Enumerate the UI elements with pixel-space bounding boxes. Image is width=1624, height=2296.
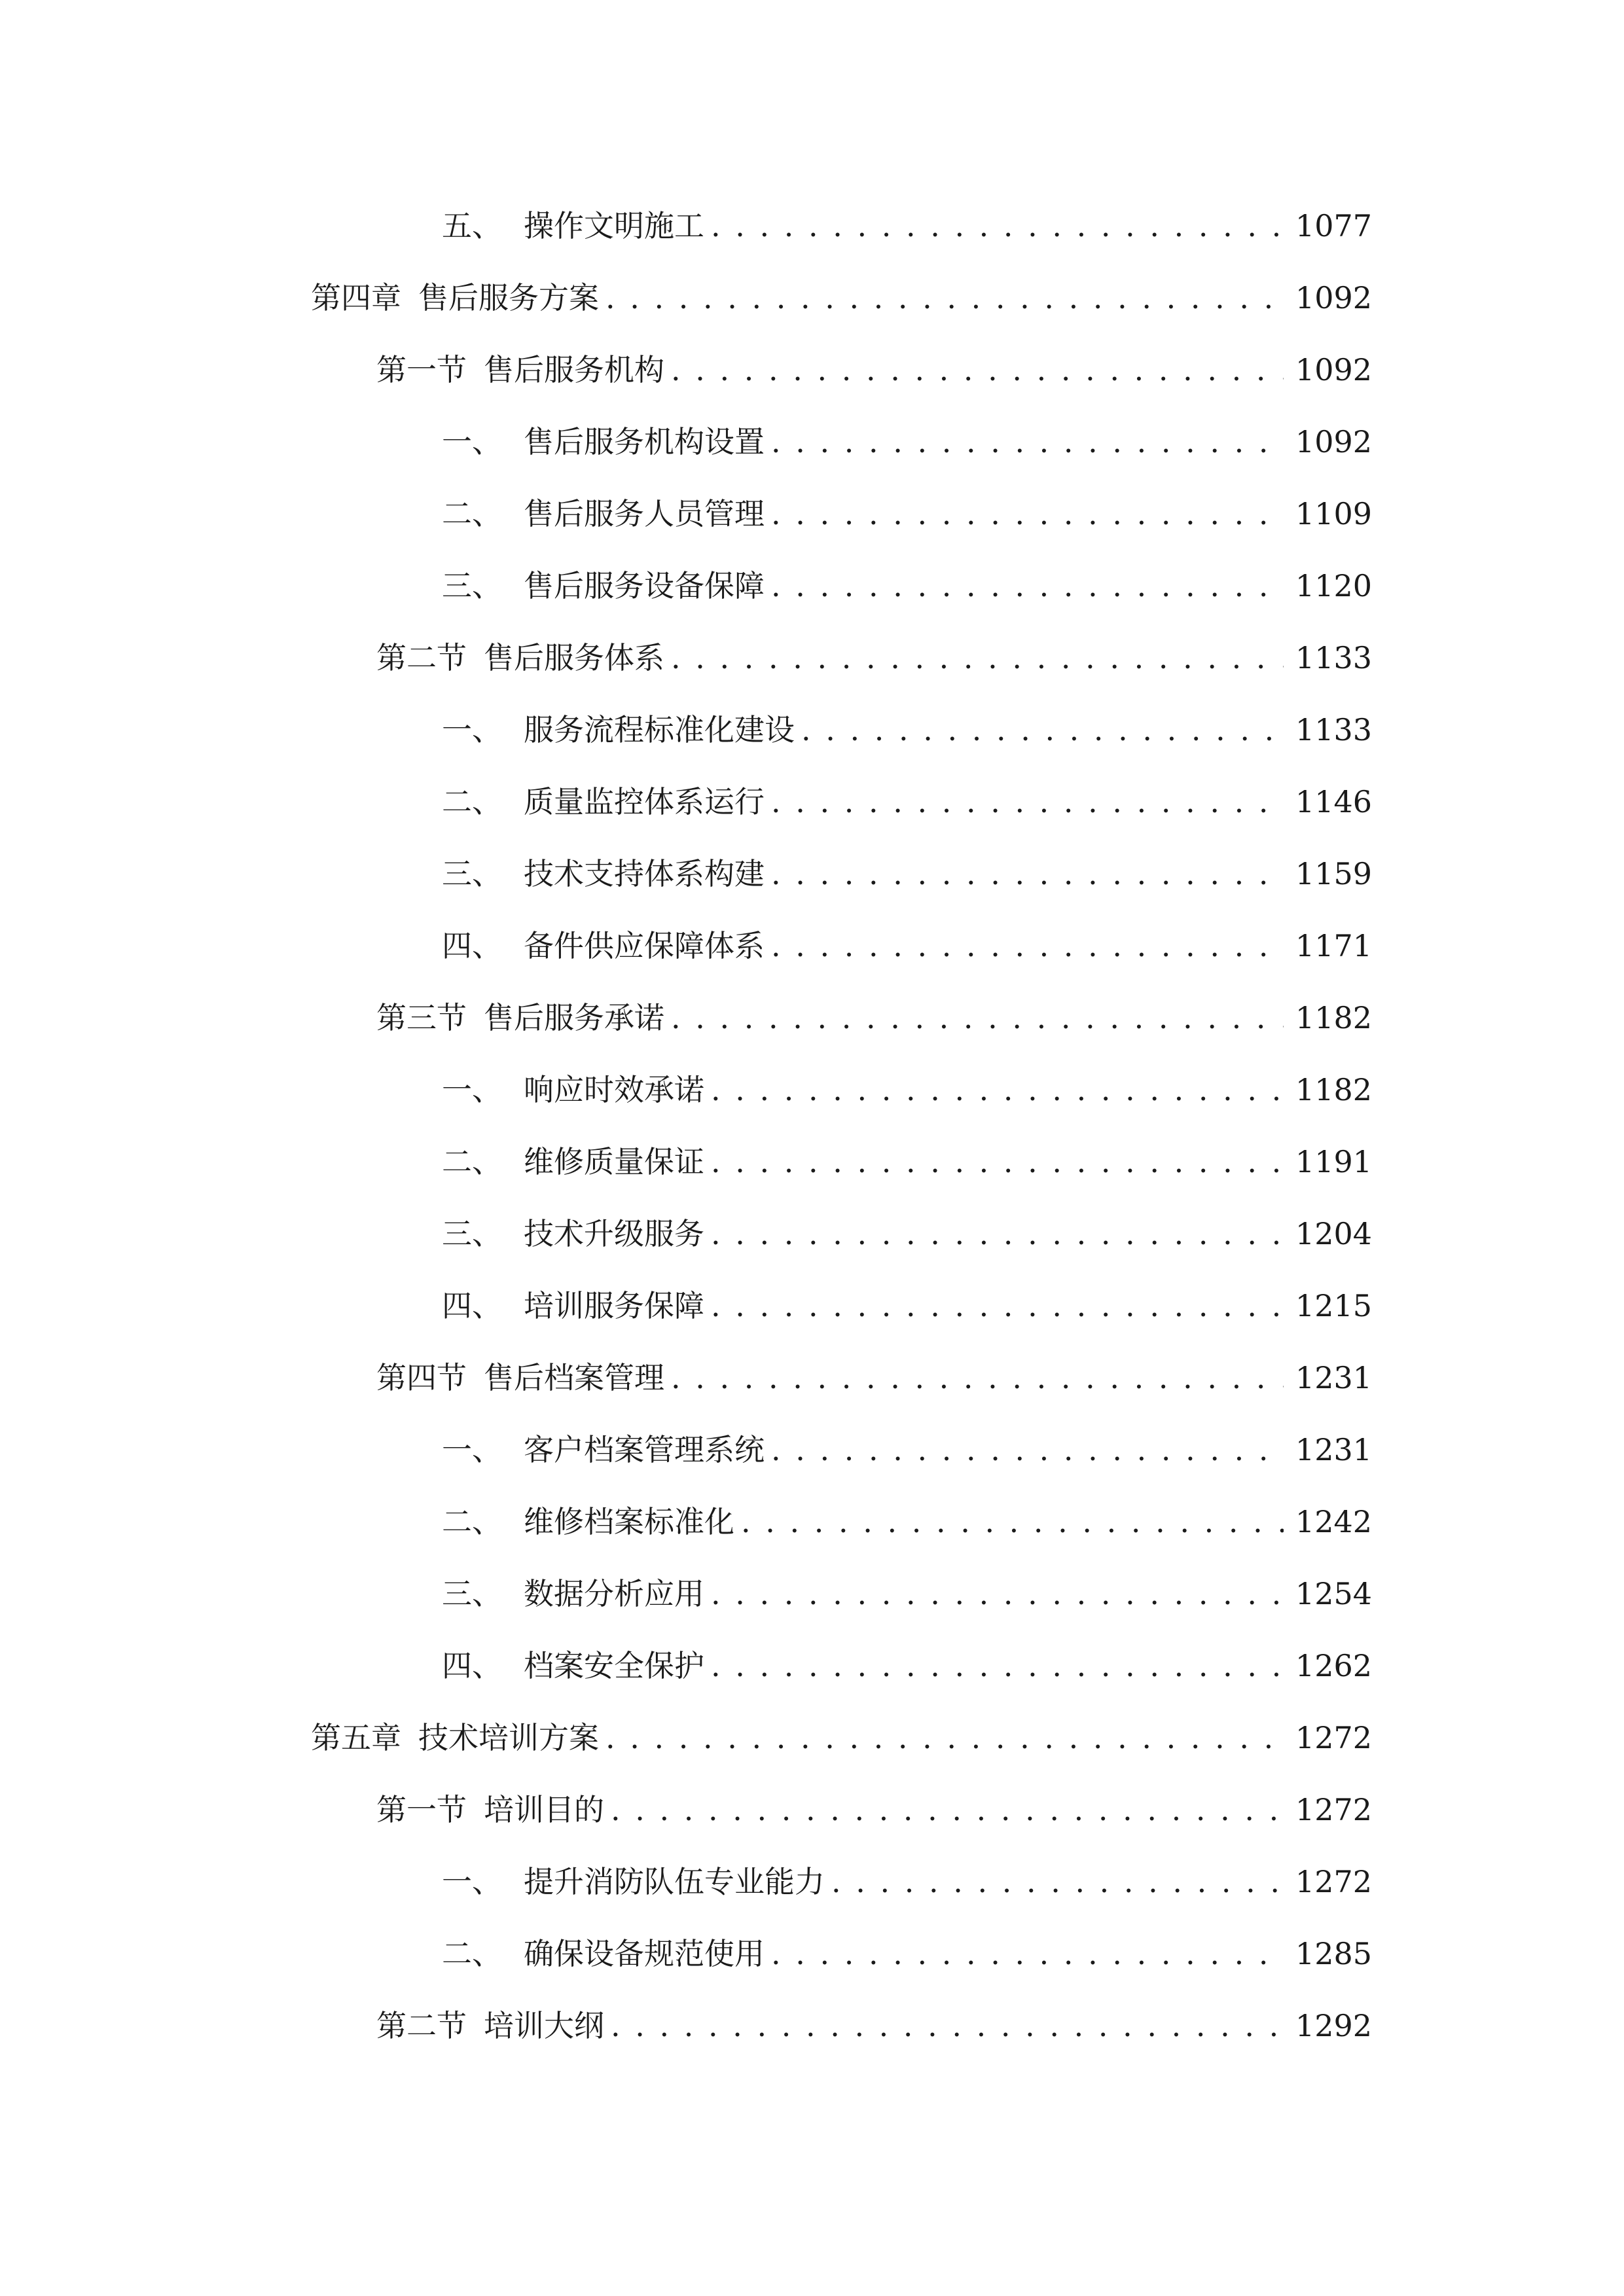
toc-entry-title: 响应时效承诺: [524, 1072, 704, 1107]
toc-entry-title: 数据分析应用: [524, 1576, 704, 1611]
toc-entry[interactable]: [376, 2003, 1372, 2049]
toc-dot-leader: [771, 1427, 1284, 1473]
toc-dot-leader: [831, 1859, 1284, 1905]
toc-entry-title: 售后服务人员管理: [524, 496, 765, 531]
toc-dot-leader: [671, 347, 1284, 393]
toc-entry[interactable]: [442, 419, 1372, 465]
toc-entry-page: 1182: [1295, 1000, 1372, 1035]
toc-entry[interactable]: [442, 491, 1372, 537]
toc-entry-number: 第三节: [376, 1000, 467, 1035]
toc-entry-title: 质量监控体系运行: [524, 784, 765, 819]
toc-entry-title: 确保设备规范使用: [524, 1936, 765, 1971]
toc-entry-title: 备件供应保障体系: [524, 928, 765, 963]
toc-entry-page: 1272: [1295, 1864, 1372, 1899]
toc-entry-number: 四、: [442, 1288, 502, 1323]
toc-entry-title: 售后服务设备保障: [524, 568, 765, 603]
toc-dot-leader: [711, 1067, 1284, 1113]
toc-entry-page: 1133: [1295, 640, 1372, 675]
toc-entry[interactable]: [442, 1427, 1372, 1473]
toc-dot-leader: [671, 995, 1284, 1041]
toc-dot-leader: [711, 203, 1284, 249]
toc-entry-number: 二、: [442, 1144, 502, 1179]
toc-entry[interactable]: [442, 707, 1372, 753]
toc-entry-title: 售后服务方案: [418, 280, 599, 315]
toc-entry-number: 一、: [442, 1864, 502, 1899]
toc-entry-page: 1242: [1295, 1504, 1372, 1539]
toc-entry-number: 二、: [442, 784, 502, 819]
toc-entry[interactable]: [442, 563, 1372, 609]
toc-entry[interactable]: [376, 1787, 1372, 1833]
toc-entry-page: 1204: [1295, 1216, 1372, 1251]
toc-entry-number: 四、: [442, 1648, 502, 1683]
toc-entry-title: 维修质量保证: [524, 1144, 704, 1179]
toc-entry-page: 1146: [1295, 784, 1372, 819]
toc-entry-title: 售后服务机构: [484, 352, 664, 387]
toc-entry-page: 1092: [1295, 352, 1372, 387]
toc-dot-leader: [611, 1787, 1284, 1833]
toc-dot-leader: [611, 2003, 1284, 2049]
toc-entry-page: 1120: [1295, 568, 1372, 603]
toc-dot-leader: [711, 1211, 1284, 1257]
toc-entry[interactable]: [442, 1283, 1372, 1329]
toc-entry[interactable]: [442, 779, 1372, 825]
toc-entry[interactable]: [311, 1715, 1372, 1761]
toc-entry[interactable]: [442, 923, 1372, 969]
toc-entry[interactable]: [442, 1859, 1372, 1905]
toc-entry[interactable]: [376, 347, 1372, 393]
toc-entry-title: 客户档案管理系统: [524, 1432, 765, 1467]
toc-entry-title: 提升消防队伍专业能力: [524, 1864, 825, 1899]
toc-entry[interactable]: [311, 275, 1372, 321]
toc-entry[interactable]: [442, 1643, 1372, 1689]
toc-entry-number: 三、: [442, 1216, 502, 1251]
toc-entry-number: 第二节: [376, 2008, 467, 2043]
toc-entry[interactable]: [442, 1211, 1372, 1257]
toc-dot-leader: [771, 1931, 1284, 1977]
toc-entry-number: 第四章: [311, 280, 401, 315]
toc-dot-leader: [771, 779, 1284, 825]
toc-entry-number: 二、: [442, 1936, 502, 1971]
toc-entry[interactable]: [376, 995, 1372, 1041]
toc-entry-number: 一、: [442, 712, 502, 747]
toc-dot-leader: [605, 275, 1284, 321]
toc-entry-title: 售后档案管理: [484, 1360, 664, 1395]
toc-entry-number: 第五章: [311, 1720, 401, 1755]
toc-entry[interactable]: [442, 1499, 1372, 1545]
toc-entry[interactable]: [442, 1571, 1372, 1617]
toc-entry-title: 技术支持体系构建: [524, 856, 765, 891]
toc-dot-leader: [711, 1139, 1284, 1185]
toc-entry-title: 服务流程标准化建设: [524, 712, 795, 747]
toc-entry-number: 二、: [442, 1504, 502, 1539]
toc-entry-number: 第二节: [376, 640, 467, 675]
toc-entry-page: 1182: [1295, 1072, 1372, 1107]
toc-entry-title: 培训服务保障: [524, 1288, 704, 1323]
toc-entry-page: 1262: [1295, 1648, 1372, 1683]
toc-entry-number: 第一节: [376, 1792, 467, 1827]
toc-entry-page: 1215: [1295, 1288, 1372, 1323]
toc-dot-leader: [671, 1355, 1284, 1401]
toc-dot-leader: [771, 851, 1284, 897]
toc-entry[interactable]: [442, 203, 1372, 249]
toc-entry-page: 1077: [1295, 208, 1372, 243]
toc-dot-leader: [605, 1715, 1284, 1761]
toc-entry-number: 一、: [442, 424, 502, 459]
toc-dot-leader: [801, 707, 1284, 753]
toc-entry-page: 1272: [1295, 1720, 1372, 1755]
toc-entry-number: 三、: [442, 1576, 502, 1611]
toc-entry-page: 1092: [1295, 280, 1372, 315]
toc-entry[interactable]: [376, 1355, 1372, 1401]
toc-entry[interactable]: [442, 1139, 1372, 1185]
toc-entry[interactable]: [442, 1067, 1372, 1113]
toc-dot-leader: [671, 635, 1284, 681]
toc-entry-number: 四、: [442, 928, 502, 963]
toc-dot-leader: [741, 1499, 1284, 1545]
toc-entry-title: 售后服务机构设置: [524, 424, 765, 459]
toc-entry-number: 一、: [442, 1072, 502, 1107]
toc-entry-number: 第四节: [376, 1360, 467, 1395]
toc-entry-title: 培训大纲: [484, 2008, 604, 2043]
toc-entry-page: 1191: [1295, 1144, 1372, 1179]
toc-dot-leader: [711, 1643, 1284, 1689]
toc-entry-page: 1133: [1295, 712, 1372, 747]
toc-entry-number: 一、: [442, 1432, 502, 1467]
toc-entry-page: 1231: [1295, 1432, 1372, 1467]
toc-entry-title: 售后服务承诺: [484, 1000, 664, 1035]
toc-entry-page: 1231: [1295, 1360, 1372, 1395]
toc-entry-number: 三、: [442, 568, 502, 603]
toc-entry-number: 第一节: [376, 352, 467, 387]
toc-entry-page: 1272: [1295, 1792, 1372, 1827]
toc-dot-leader: [771, 491, 1284, 537]
toc-dot-leader: [771, 563, 1284, 609]
toc-dot-leader: [771, 923, 1284, 969]
toc-entry-page: 1092: [1295, 424, 1372, 459]
toc-dot-leader: [711, 1283, 1284, 1329]
toc-entry-number: 二、: [442, 496, 502, 531]
toc-entry-page: 1159: [1295, 856, 1372, 891]
toc-entry-page: 1292: [1295, 2008, 1372, 2043]
toc-entry-title: 操作文明施工: [524, 208, 704, 243]
toc-entry-title: 培训目的: [484, 1792, 604, 1827]
toc-entry-title: 技术培训方案: [418, 1720, 599, 1755]
toc-entry[interactable]: [442, 1931, 1372, 1977]
toc-entry-title: 售后服务体系: [484, 640, 664, 675]
toc-entry-title: 技术升级服务: [524, 1216, 704, 1251]
toc-entry-page: 1109: [1295, 496, 1372, 531]
toc-entry-number: 五、: [442, 208, 502, 243]
toc-entry-page: 1285: [1295, 1936, 1372, 1971]
toc-entry[interactable]: [442, 851, 1372, 897]
toc-dot-leader: [711, 1571, 1284, 1617]
toc-entry-title: 档案安全保护: [524, 1648, 704, 1683]
toc-entry-page: 1254: [1295, 1576, 1372, 1611]
toc-entry[interactable]: [376, 635, 1372, 681]
toc-entry-page: 1171: [1295, 928, 1372, 963]
toc-entry-title: 维修档案标准化: [524, 1504, 734, 1539]
toc-dot-leader: [771, 419, 1284, 465]
toc-entry-number: 三、: [442, 856, 502, 891]
